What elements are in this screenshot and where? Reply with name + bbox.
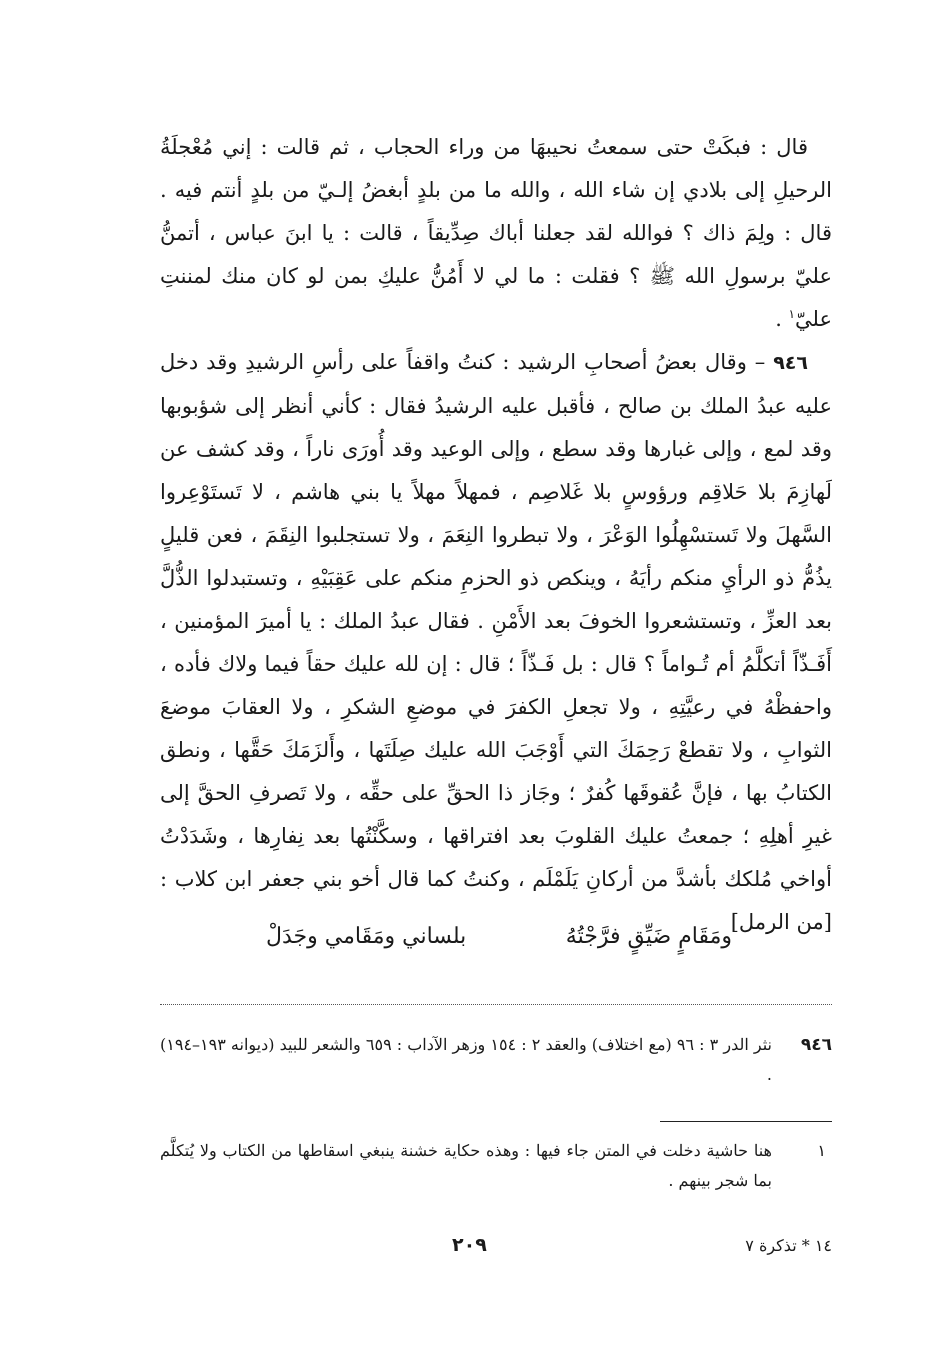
paragraph-2 [160, 341, 832, 944]
footnote-rule [660, 1121, 832, 1122]
page-number: ٢٠٩ [452, 1234, 487, 1256]
footnote-text: هنا حاشية دخلت في المتن جاء فيها : وهذه حكاية خشنة ينبغي اسقاطها من الكتاب ولا يُتكلَّم بما شجر بينهم . [160, 1141, 772, 1190]
paragraph-1 [160, 126, 832, 341]
paragraph-2-text: – وقال بعضُ أصحابِ الرشيد : كنتُ واقفاً على رأسِ الرشيدِ وقد دخل عليه عبدُ الملك بن صالح ، فأقبل عليه الرشيدُ فقال : كأني أنظر إلى شؤبوبها وقد لمع ، وإلى غبارها وقد سطع ، وإلى الوعيد وقد أُورَى ناراً ، وقد كشف عن لَهازِمَ بلا حَلاقِم ورؤوسٍ بلا غَلاصِم ، فمهلاً مهلاً يا بني هاشم ، لا تَستَوْعِروا السَّهلَ ولا تَستسْهِلُوا الوَعْرَ ، ولا تبطروا النِعَمَ ، ولا تستجلبوا النِقَمَ ، فعن قليلٍ يذُمُّ ذو الرأيِ منكم رأيَهُ ، وينكص ذو الحزمِ منكم على عَقِبَيْهِ ، وتستبدلوا الذُّلَّ بعد العزِّ ، وتستشعروا الخوفَ بعد الأَمْنِ . فقال عبدُ الملك : يا أميرَ المؤمنين ، أَفَـذّاً أتكلَّمُ أم تُـواماً ؟ قال : بل فَـذّاً ؛ قال : إن لله عليك حقاً فيما ولاك فأده ، واحفظْهُ في رعيَّتِهِ ، ولا تجعلِ الكفرَ في موضعِ الشكرِ ، ولا العقابَ موضعَ الثوابِ ، ولا تقطعْ رَحِمَكَ التي أَوْجَبَ الله عليك صِلَتَها ، وأَلزَمَكَ حَقَّها ، ونطق الكتابُ بها ، فإنَّ عُقوقَها كُفرٌ ؛ وجَاز ذا الحقِّ على حقِّه ، ولا تَصرفِ الحقَّ إلى غيرِ أهلِهِ ؛ جمعتُ عليك القلوبَ بعد افتراقها ، وسكَّنْتُها بعد نِفارِها ، وشَدَدْتُ أواخي مُلكك بأشدَّ من أركانِ يَلَمْلَم ، وكنتُ كما قال أخو بني جعفر ابن كلاب : [من الرمل] [160, 350, 832, 934]
source-note-number: ٩٤٦ [800, 1035, 832, 1055]
paragraph-1-text: قال : فبكَتْ حتى سمعتُ نحيبهَا من وراء الحجاب ، ثم قالت : إني مُعْجلَةُ الرحيلِ إلى بلادي إن شاء الله ، والله ما من بلدٍ أبغضُ إلـيّ من بلدٍ أنتم فيه . قال : ولِمَ ذاك ؟ فوالله لقد جعلنا أباك صِدِّيقاً ، قالت : يا ابنَ عباس ، أتمنُّ عليّ برسولِ الله ﷺ ؟ فقلت : ما لي لا أَمُنُّ عليكِ بمن لو كان منك لمننتِ عليّ [160, 135, 832, 331]
poetry-verse [160, 924, 832, 968]
dotted-separator [160, 1004, 832, 1005]
main-text [160, 126, 832, 944]
verse-first-hemistich: ومَقَامٍ ضَيِّقٍ فرَّجْتُهُ [565, 924, 732, 949]
paragraph-1-end: . [775, 307, 789, 331]
footnote-number: ١ [817, 1141, 826, 1160]
entry-number: ٩٤٦ [773, 352, 808, 374]
verse-second-hemistich: بلساني ومَقَامي وجَدَلْ [266, 924, 467, 949]
footnote-reference-mark: ١ [788, 307, 795, 321]
source-note [160, 1030, 832, 1090]
source-note-text: نثر الدر ٣ : ٩٦ (مع اختلاف) والعقد ٢ : ١٥٤ وزهر الآداب : ٦٥٩ والشعر للبيد (ديوانه ١٩٣–١٩٤) . [160, 1035, 773, 1084]
footnote [160, 1136, 832, 1196]
signature-mark: ١٤ * تذكرة ٧ [745, 1236, 832, 1255]
